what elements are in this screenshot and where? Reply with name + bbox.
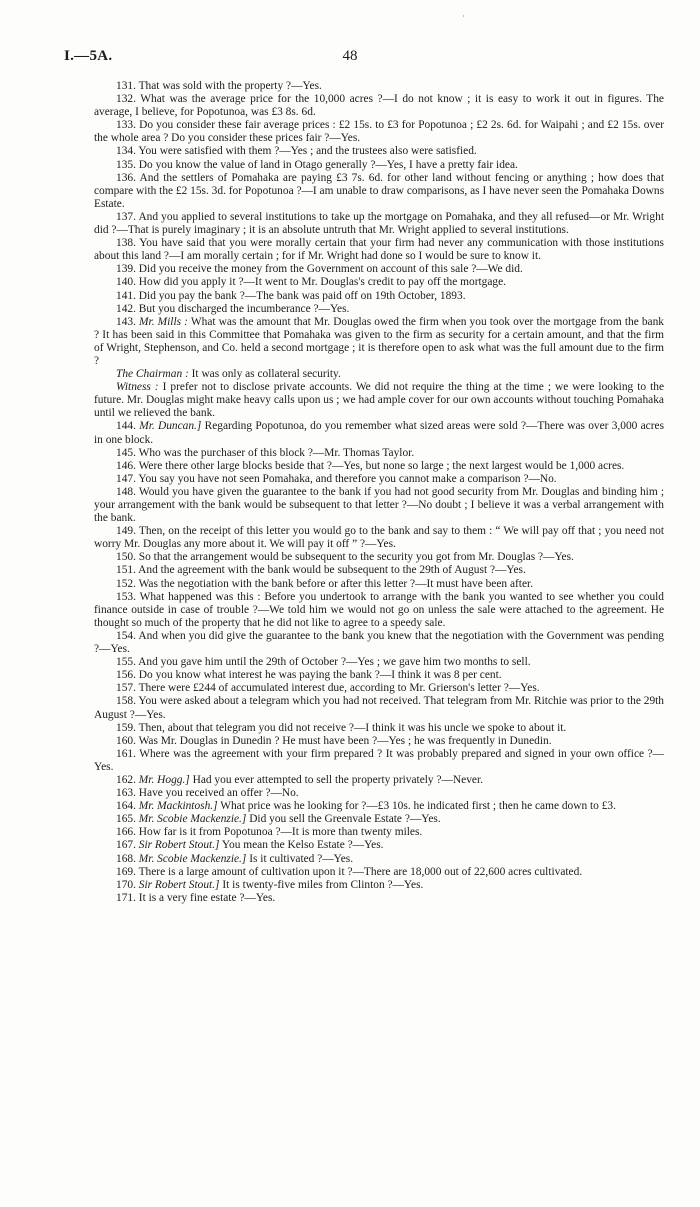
paragraph-text: And the settlers of Pomahaka are paying £3 7s. 6d. for other land without fencing or anything ; how does that compare with the £2 15s. 3d. for Popotunoa ?—I am unable to draw comparisons, as I have never seen the Pomahaka Downs Estate. bbox=[94, 171, 665, 210]
question-number: 141 bbox=[116, 289, 134, 302]
question-number: 154 bbox=[116, 629, 134, 642]
paragraph-text: Where was the agreement with your firm prepared ? It was probably prepared and signed in your own office ?—Yes. bbox=[94, 747, 664, 773]
paragraph-text: There is a large amount of cultivation upon it ?—There are 18,000 out of 22,600 acres cultivated. bbox=[138, 865, 583, 878]
question-number: 165 bbox=[116, 813, 134, 826]
transcript-paragraph: 137. And you applied to several institutions to take up the mortgage on Pomahaka, and they all refused—or Mr. Wright did ?—That is purely imaginary ; it is an absolute untruth that Mr. Wright applied to several institutions. bbox=[94, 210, 664, 237]
transcript-paragraph bbox=[94, 368, 664, 381]
question-number: 135 bbox=[116, 158, 134, 171]
transcript-paragraph: 155. And you gave him until the 29th of October ?—Yes ; we gave him two months to sell. bbox=[116, 656, 531, 669]
question-number: 137 bbox=[116, 210, 134, 223]
paragraph-text: Have you received an offer ?—No. bbox=[138, 787, 299, 800]
question-number: 140 bbox=[116, 276, 134, 289]
transcript-paragraph: 168. Mr. Scobie Mackenzie.] Is it cultivated ?—Yes. bbox=[116, 852, 354, 865]
speaker-name: Sir Robert Stout.] bbox=[138, 878, 220, 891]
question-number: 139 bbox=[116, 263, 134, 276]
transcript-paragraph: 164. Mr. Mackintosh.] What price was he looking for ?—£3 10s. he indicated first ; then he came down to £3. bbox=[116, 800, 616, 813]
question-number: 166 bbox=[116, 826, 134, 839]
paragraph-text: And you gave him until the 29th of October ?—Yes ; we gave him two months to sell. bbox=[138, 656, 531, 669]
paragraph-text: Then, about that telegram you did not receive ?—I think it was his uncle we spoke to about it. bbox=[138, 721, 567, 734]
transcript-paragraph: 142. But you discharged the incumberance ?—Yes. bbox=[116, 302, 350, 315]
transcript-paragraph: 131. That was sold with the property ?—Yes. bbox=[116, 80, 322, 92]
question-number: 143 bbox=[116, 315, 134, 328]
transcript-paragraph: 149. Then, on the receipt of this letter you would go to the bank and say to them : “ We will pay off that ; you need not worry Mr. Douglas any more about it. We will pay it off ” ?—Yes. bbox=[94, 525, 664, 551]
transcript-paragraph: 135. Do you know the value of land in Otago generally ?—Yes, I have a pretty fair idea. bbox=[116, 158, 518, 171]
paragraph-text: Had you ever attempted to sell the property privately ?—Never. bbox=[192, 773, 483, 786]
transcript-paragraph: 134. You were satisfied with them ?—Yes ; and the trustees also were satisfied. bbox=[116, 145, 477, 158]
paragraph-text: Was Mr. Douglas in Dunedin ? He must have been ?—Yes ; he was frequently in Dunedin. bbox=[138, 734, 552, 747]
paragraph-text: What was the average price for the 10,000 acres ?—I do not know ; it is easy to work it out in figures. The average, I believe, for Popotunoa, was £3 8s. 6d. bbox=[94, 93, 664, 119]
page-number: 48 bbox=[342, 48, 358, 64]
speaker-name: Mr. Hogg.] bbox=[138, 773, 190, 786]
question-number: 160 bbox=[116, 734, 134, 747]
transcript-paragraph: 136. And the settlers of Pomahaka are paying £3 7s. 6d. for other land without fencing or anything ; how does that compare with the £2 15s. 3d. for Popotunoa ?—I am unable to draw comparisons, as I have never seen the Pomahaka Downs Estate. bbox=[94, 171, 665, 210]
question-number: 134 bbox=[116, 145, 134, 158]
question-number: 150 bbox=[116, 551, 134, 564]
question-number: 159 bbox=[116, 721, 134, 734]
paragraph-text: And when you did give the guarantee to the bank you knew that the negotiation with the Government was pending ?—Yes. bbox=[94, 629, 664, 656]
question-number: 167 bbox=[116, 839, 134, 852]
scan-mark: · bbox=[462, 12, 465, 21]
transcript-paragraph: 171. It is a very fine estate ?—Yes. bbox=[116, 891, 276, 904]
question-number: 153 bbox=[116, 590, 134, 603]
paragraph-text: What happened was this : Before you undertook to arrange with the bank you wanted to see whether you could finance outside in case of trouble ?—We told him we would not go on unless the sale were attached to the agreement. He thought so much of the property that he did not like to agree to a speedy sale. bbox=[94, 590, 664, 629]
transcript-paragraph: 148. Would you have given the guarantee to the bank if you had not good security from Mr. Douglas and binding him ; your arrangement with the bank would be subsequent to that letter ?—No doubt ; I believe it was a verbal arrangement with the bank. bbox=[94, 485, 664, 525]
transcript-paragraph: 157. There were £244 of accumulated interest due, according to Mr. Grierson's letter ?—Yes. bbox=[116, 682, 540, 695]
transcript-paragraph: 151. And the agreement with the bank would be subsequent to the 29th of August ?—Yes. bbox=[116, 564, 526, 577]
paragraph-text: And the agreement with the bank would be subsequent to the 29th of August ?—Yes. bbox=[138, 564, 526, 577]
question-number: 147 bbox=[116, 472, 134, 485]
transcript-paragraph: 153. What happened was this : Before you undertook to arrange with the bank you wanted to see whether you could finance outside in case of trouble ?—We told him we would not go on unless the sale were attached to the agreement. He thought so much of the property that he did not like to agree to a speedy sale. bbox=[94, 590, 664, 629]
question-number: 133 bbox=[116, 119, 134, 132]
paragraph-text: I prefer not to disclose private accounts. We did not require the thing at the time ; we were looking to the future. Mr. Douglas might make heavy calls upon us ; we had ample cover for our own accounts without touching Pomahaka until we relieved the bank. bbox=[94, 381, 665, 420]
transcript-paragraph: 156. Do you know what interest he was paying the bank ?—I think it was 8 per cent. bbox=[116, 669, 502, 682]
question-number: 149 bbox=[116, 525, 134, 538]
transcript-paragraph: 166. How far is it from Popotunoa ?—It is more than twenty miles. bbox=[116, 826, 423, 839]
paragraph-text: And you applied to several institutions to take up the mortgage on Pomahaka, and they all refused—or Mr. Wright did ?—That is purely imaginary ; it is an absolute untruth that Mr. Wright applied to several institutions. bbox=[94, 210, 664, 237]
question-number: 161 bbox=[116, 747, 134, 760]
paragraph-text: Was the negotiation with the bank before or after this letter ?—It must have been after. bbox=[138, 577, 534, 590]
transcript-paragraph: 141. Did you pay the bank ?—The bank was paid off on 19th October, 1893. bbox=[116, 289, 466, 302]
paragraph-text: What price was he looking for ?—£3 10s. he indicated first ; then he came down to £3. bbox=[220, 800, 616, 813]
paragraph-text: Who was the purchaser of this block ?—Mr. Thomas Taylor. bbox=[138, 446, 415, 459]
transcript-paragraph: 165. Mr. Scobie Mackenzie.] Did you sell the Greenvale Estate ?—Yes. bbox=[116, 813, 441, 826]
transcript-paragraph: 170. Sir Robert Stout.] It is twenty-five miles from Clinton ?—Yes. bbox=[116, 878, 424, 891]
document-reference: I.—5A. bbox=[64, 48, 113, 64]
speaker-name: The Chairman : bbox=[116, 368, 189, 381]
transcript-paragraph: 138. You have said that you were morally certain that your firm had never any communication with those institutions about this land ?—I am morally certain ; for if Mr. Wright had done so I would be sure to know it. bbox=[94, 237, 664, 263]
question-number: 170 bbox=[116, 878, 134, 891]
question-number: 163 bbox=[116, 787, 134, 800]
paragraph-text: Regarding Popotunoa, do you remember what sized areas were sold ?—There was over 3,000 acres in one block. bbox=[94, 420, 664, 446]
paragraph-text: You have said that you were morally certain that your firm had never any communication with those institutions about this land ?—I am morally certain ; for if Mr. Wright had done so I would be sure to know it. bbox=[94, 237, 664, 263]
paragraph-text: So that the arrangement would be subsequent to the security you got from Mr. Douglas ?—Yes. bbox=[138, 551, 574, 564]
transcript-paragraph: 144. Mr. Duncan.] Regarding Popotunoa, do you remember what sized areas were sold ?—There was over 3,000 acres in one block. bbox=[94, 420, 664, 446]
question-number: 148 bbox=[116, 485, 134, 498]
question-number: 151 bbox=[116, 564, 134, 577]
speaker-name: Mr. Scobie Mackenzie.] bbox=[138, 852, 247, 865]
question-number: 142 bbox=[116, 302, 134, 315]
transcript-paragraph: 167. Sir Robert Stout.] You mean the Kelso Estate ?—Yes. bbox=[116, 839, 384, 852]
transcript-paragraph: 140. How did you apply it ?—It went to Mr. Douglas's credit to pay off the mortgage. bbox=[116, 276, 507, 289]
transcript-paragraph: 152. Was the negotiation with the bank before or after this letter ?—It must have been after. bbox=[116, 577, 534, 590]
paragraph-text: Then, on the receipt of this letter you would go to the bank and say to them : “ We will pay off that ; you need not worry Mr. Douglas any more about it. We will pay it off ” ?—Yes. bbox=[94, 525, 664, 551]
question-number: 162 bbox=[116, 773, 134, 786]
transcript-paragraph: 132. What was the average price for the 10,000 acres ?—I do not know ; it is easy to work it out in figures. The average, I believe, for Popotunoa, was £3 8s. 6d. bbox=[94, 93, 664, 119]
paragraph-text: You mean the Kelso Estate ?—Yes. bbox=[221, 839, 384, 852]
question-number: 168 bbox=[116, 852, 134, 865]
question-number: 152 bbox=[116, 577, 134, 590]
paragraph-text: Is it cultivated ?—Yes. bbox=[249, 852, 354, 865]
paragraph-text: How far is it from Popotunoa ?—It is more than twenty miles. bbox=[138, 826, 423, 839]
question-number: 171 bbox=[116, 891, 134, 904]
transcript-paragraph: 133. Do you consider these fair average prices : £2 15s. to £3 for Popotunoa ; £2 2s. 6d. for Waipahi ; and £2 15s. over the whole area ? Do you consider these prices fair ?—Yes. bbox=[94, 119, 664, 145]
transcript-paragraph: 143. Mr. Mills : What was the amount that Mr. Douglas owed the firm when you took over the mortgage from the bank ? It has been said in this Committee that Pomahaka was given to the firm as security for a certain amount, and that the firm of Wright, Stephenson, and Co. held a second mortgage ; it is therefore open to ask what was the full amount due to the firm ? bbox=[94, 315, 664, 367]
question-number: 155 bbox=[116, 656, 134, 669]
question-number: 138 bbox=[116, 237, 134, 250]
question-number: 131 bbox=[116, 80, 134, 92]
question-number: 169 bbox=[116, 865, 134, 878]
paragraph-text: Did you receive the money from the Government on account of this sale ?—We did. bbox=[138, 263, 523, 276]
page-header bbox=[0, 48, 700, 70]
question-number: 164 bbox=[116, 800, 134, 813]
transcript-body bbox=[94, 80, 664, 905]
transcript-paragraph: 146. Were there other large blocks beside that ?—Yes, but none so large ; the next largest would be 1,000 acres. bbox=[116, 459, 625, 472]
transcript-paragraph: 158. You were asked about a telegram which you had not received. That telegram from Mr. Ritchie was prior to the 29th August ?—Yes. bbox=[94, 695, 664, 721]
paragraph-text: You were asked about a telegram which you had not received. That telegram from Mr. Ritchie was prior to the 29th August ?—Yes. bbox=[94, 695, 664, 721]
transcript-paragraph: 169. There is a large amount of cultivation upon it ?—There are 18,000 out of 22,600 acres cultivated. bbox=[116, 865, 583, 878]
transcript-paragraph: 162. Mr. Hogg.] Had you ever attempted to sell the property privately ?—Never. bbox=[116, 773, 483, 786]
transcript-paragraph bbox=[94, 381, 664, 420]
paragraph-text: Did you pay the bank ?—The bank was paid off on 19th October, 1893. bbox=[138, 289, 466, 302]
paragraph-text: There were £244 of accumulated interest due, according to Mr. Grierson's letter ?—Yes. bbox=[138, 682, 540, 695]
question-number: 146 bbox=[116, 459, 134, 472]
speaker-name: Mr. Duncan.] bbox=[139, 420, 202, 433]
question-number: 156 bbox=[116, 669, 134, 682]
transcript-paragraph: 147. You say you have not seen Pomahaka, and therefore you cannot make a comparison ?—No. bbox=[116, 472, 557, 485]
speaker-name: Witness : bbox=[116, 381, 159, 394]
speaker-name: Sir Robert Stout.] bbox=[138, 839, 220, 852]
paragraph-text: Did you sell the Greenvale Estate ?—Yes. bbox=[249, 813, 441, 826]
paragraph-text: But you discharged the incumberance ?—Yes. bbox=[138, 302, 350, 315]
transcript-paragraph: 159. Then, about that telegram you did not receive ?—I think it was his uncle we spoke to about it. bbox=[116, 721, 567, 734]
paragraph-text: You say you have not seen Pomahaka, and therefore you cannot make a comparison ?—No. bbox=[138, 472, 557, 485]
question-number: 157 bbox=[116, 682, 134, 695]
paragraph-text: Were there other large blocks beside that ?—Yes, but none so large ; the next largest would be 1,000 acres. bbox=[138, 459, 625, 472]
paragraph-text: Do you know the value of land in Otago generally ?—Yes, I have a pretty fair idea. bbox=[138, 158, 518, 171]
paragraph-text: It is a very fine estate ?—Yes. bbox=[138, 891, 276, 904]
paragraph-text: Do you know what interest he was paying the bank ?—I think it was 8 per cent. bbox=[138, 669, 502, 682]
paragraph-text: It was only as collateral security. bbox=[191, 368, 341, 381]
paragraph-text: How did you apply it ?—It went to Mr. Douglas's credit to pay off the mortgage. bbox=[138, 276, 507, 289]
paragraph-text: It is twenty-five miles from Clinton ?—Yes. bbox=[222, 878, 424, 891]
transcript-paragraph: 163. Have you received an offer ?—No. bbox=[116, 787, 299, 800]
transcript-paragraph: 154. And when you did give the guarantee to the bank you knew that the negotiation with the Government was pending ?—Yes. bbox=[94, 629, 664, 656]
speaker-name: Mr. Mills : bbox=[139, 315, 188, 328]
transcript-paragraph: 139. Did you receive the money from the Government on account of this sale ?—We did. bbox=[116, 263, 523, 276]
paragraph-text: What was the amount that Mr. Douglas owed the firm when you took over the mortgage from the bank ? It has been said in this Committee that Pomahaka was given to the firm as security for a certain amount, and that the firm of Wright, Stephenson, and Co. held a second mortgage ; it is therefore open to ask what was the full amount due to the firm ? bbox=[94, 315, 664, 367]
question-number: 132 bbox=[116, 93, 134, 106]
paragraph-text: Would you have given the guarantee to the bank if you had not good security from Mr. Douglas and binding him ; your arrangement with the bank would be subsequent to that letter ?—No doubt ; I believe it was a verbal arrangement with the bank. bbox=[94, 485, 664, 525]
question-number: 144 bbox=[116, 420, 134, 433]
question-number: 136 bbox=[116, 171, 134, 184]
transcript-paragraph: 145. Who was the purchaser of this block ?—Mr. Thomas Taylor. bbox=[116, 446, 415, 459]
paragraph-text: You were satisfied with them ?—Yes ; and the trustees also were satisfied. bbox=[138, 145, 477, 158]
question-number: 145 bbox=[116, 446, 134, 459]
transcript-paragraph: 150. So that the arrangement would be subsequent to the security you got from Mr. Douglas ?—Yes. bbox=[116, 551, 574, 564]
paragraph-text: Do you consider these fair average prices : £2 15s. to £3 for Popotunoa ; £2 2s. 6d. for Waipahi ; and £2 15s. over the whole area ? Do you consider these prices fair ?—Yes. bbox=[94, 119, 664, 145]
transcript-paragraph: 161. Where was the agreement with your firm prepared ? It was probably prepared and signed in your own office ?—Yes. bbox=[94, 747, 664, 773]
speaker-name: Mr. Scobie Mackenzie.] bbox=[138, 813, 247, 826]
paragraph-text: That was sold with the property ?—Yes. bbox=[138, 80, 322, 92]
question-number: 158 bbox=[116, 695, 134, 708]
transcript-paragraph: 160. Was Mr. Douglas in Dunedin ? He must have been ?—Yes ; he was frequently in Dunedin. bbox=[116, 734, 552, 747]
speaker-name: Mr. Mackintosh.] bbox=[138, 800, 218, 813]
